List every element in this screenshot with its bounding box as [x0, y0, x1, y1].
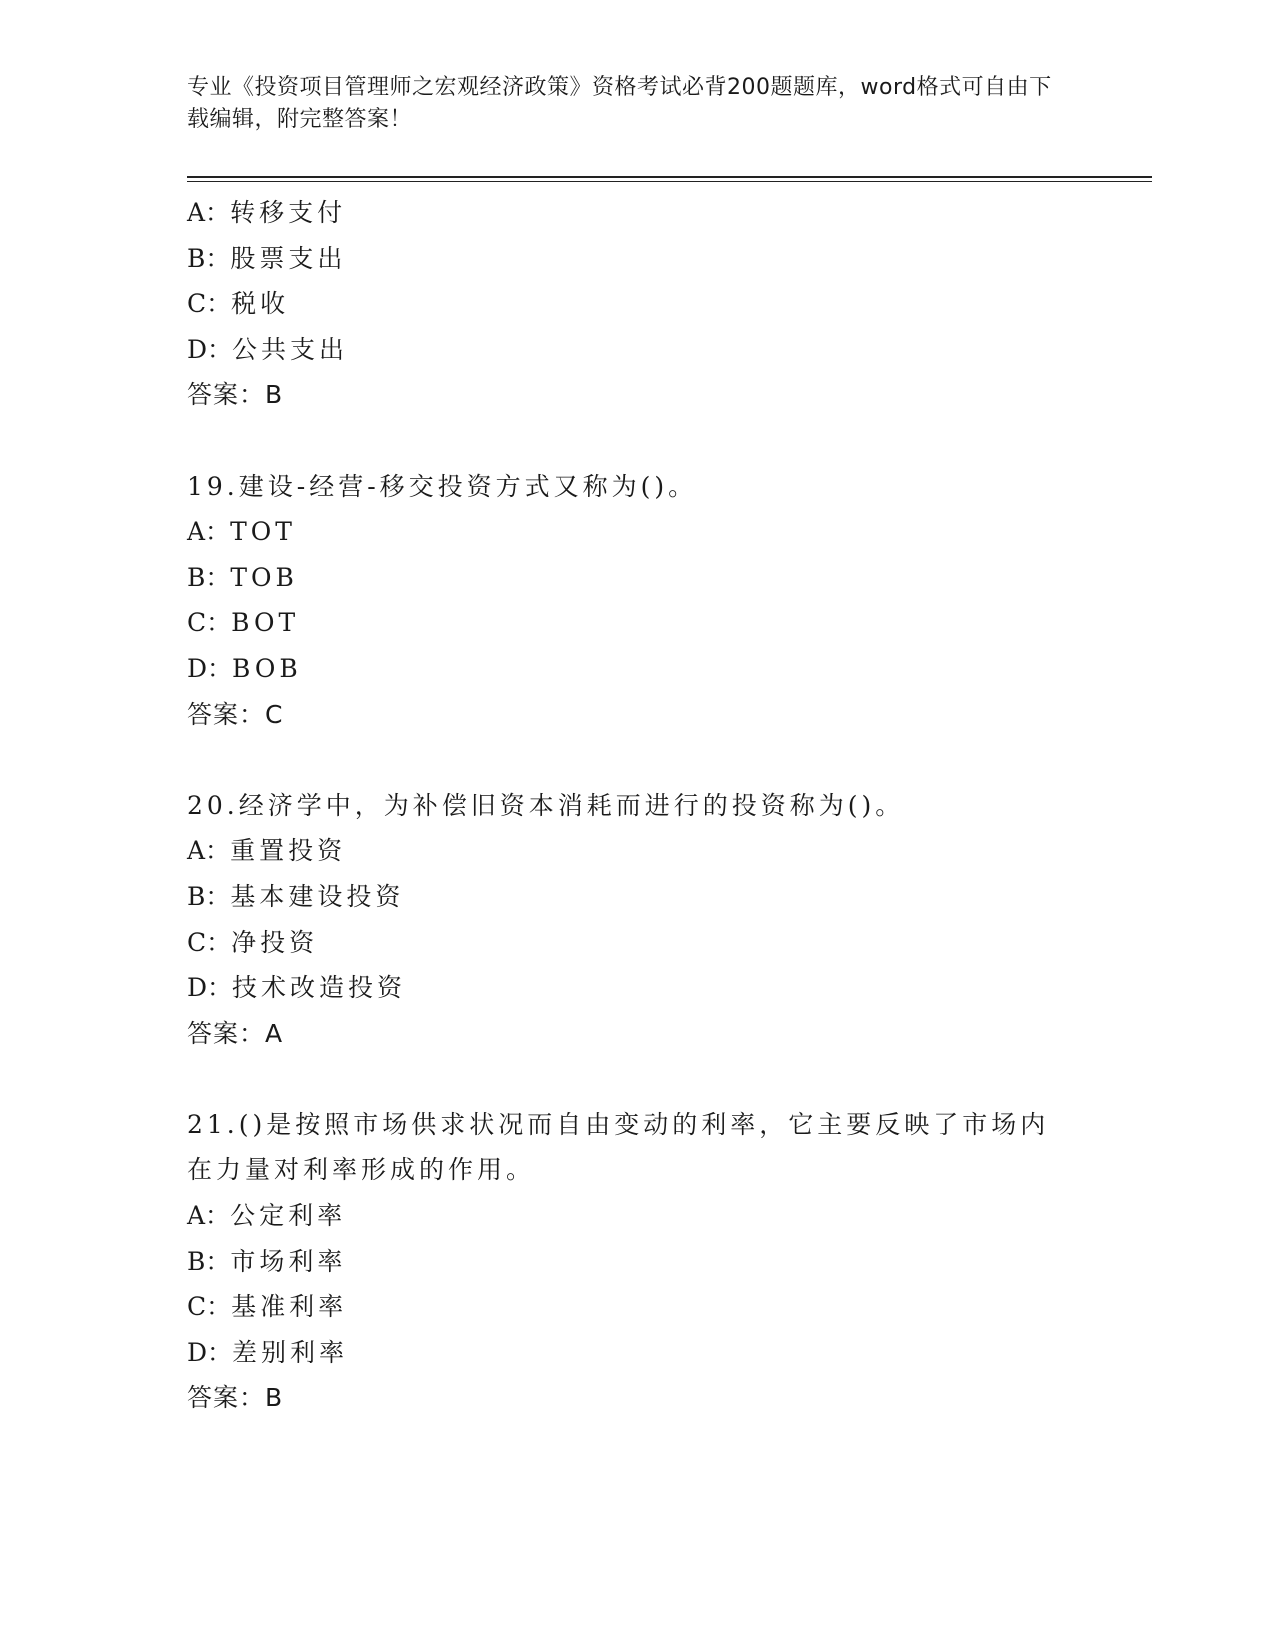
question-block-19 — [187, 464, 1152, 738]
option-c: C：净投资 — [187, 927, 319, 957]
question-list — [187, 190, 1152, 1421]
option-b: B：股票支出 — [187, 243, 347, 273]
option-a: A：公定利率 — [187, 1201, 347, 1231]
option-d: D：公共支出 — [187, 334, 349, 364]
answer-line: 答案：A — [187, 1018, 284, 1048]
question-block-21 — [187, 1102, 1152, 1421]
option-a: A：重置投资 — [187, 836, 347, 866]
document-header: 专业《投资项目管理师之宏观经济政策》资格考试必背200题题库，word格式可自由下载编辑，附完整答案！ — [187, 75, 1052, 132]
answer-line: 答案：B — [187, 1383, 284, 1413]
option-b: B：TOB — [187, 562, 298, 592]
header-divider-thin — [187, 181, 1152, 182]
question-stem: 20.经济学中，为补偿旧资本消耗而进行的投资称为()。 — [187, 790, 905, 820]
question-stem: 19.建设-经营-移交投资方式又称为()。 — [187, 471, 698, 501]
question-stem: 21.()是按照市场供求状况而自由变动的利率，它主要反映了市场内在力量对利率形成的作用。 — [187, 1109, 1050, 1185]
option-d: D：BOB — [187, 653, 302, 683]
option-c: C：BOT — [187, 608, 300, 638]
option-b: B：市场利率 — [187, 1246, 347, 1276]
answer-line: 答案：B — [187, 380, 284, 410]
answer-line: 答案：C — [187, 699, 284, 729]
question-block-continued — [187, 190, 1152, 418]
header-divider-thick — [187, 176, 1152, 178]
option-d: D：差别利率 — [187, 1337, 349, 1367]
option-c: C：基准利率 — [187, 1292, 348, 1322]
option-a: A：转移支付 — [187, 198, 347, 227]
question-block-20 — [187, 783, 1152, 1057]
option-a: A：TOT — [187, 517, 296, 547]
option-c: C：税收 — [187, 289, 290, 319]
option-b: B：基本建设投资 — [187, 881, 405, 911]
option-d: D：技术改造投资 — [187, 973, 407, 1003]
